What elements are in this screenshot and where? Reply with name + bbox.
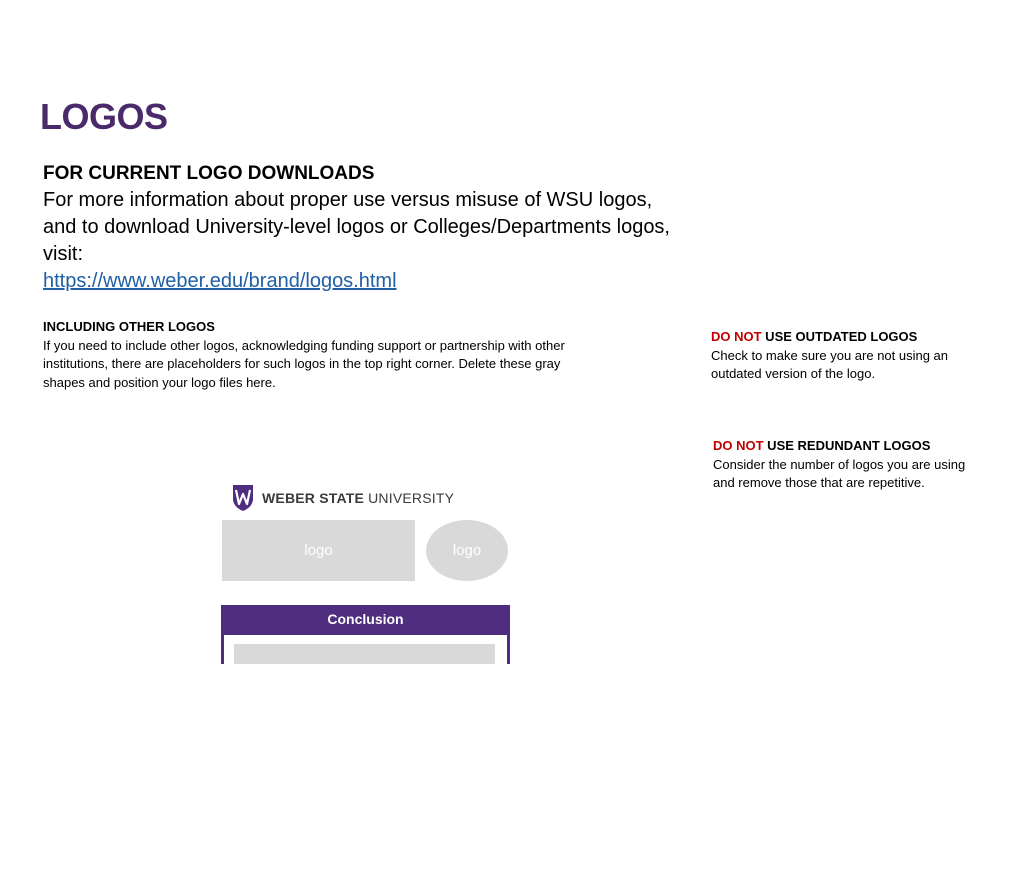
page-title: LOGOS (40, 96, 168, 137)
redundant-warning-label: DO NOT (713, 438, 764, 453)
outdated-logos-note (711, 328, 976, 384)
wsu-shield-icon (232, 484, 254, 512)
outdated-logos-text: Check to make sure you are not using an outdated version of the logo. (711, 347, 949, 381)
outdated-warning-label: DO NOT (711, 329, 762, 344)
redundant-logos-heading (713, 437, 978, 456)
outdated-heading-text: USE OUTDATED LOGOS (761, 329, 918, 344)
brand-logos-link[interactable]: https://www.weber.edu/brand/logos.html (43, 270, 397, 292)
outdated-logos-heading (711, 328, 976, 347)
wsu-wordmark-rest: UNIVERSITY (364, 490, 455, 506)
logo-downloads-heading: FOR CURRENT LOGO DOWNLOADS (43, 163, 375, 184)
conclusion-box (221, 605, 510, 664)
other-logos-heading: INCLUDING OTHER LOGOS (43, 319, 215, 334)
wsu-wordmark (262, 490, 454, 506)
conclusion-title: Conclusion (327, 611, 404, 627)
poster-mockup (220, 478, 520, 664)
conclusion-placeholder (234, 644, 495, 664)
wsu-logo (232, 484, 454, 512)
logo-placeholder-oval: logo (426, 520, 508, 581)
wsu-wordmark-bold: WEBER STATE (262, 490, 365, 506)
other-logos-text: If you need to include other logos, acknowledging funding support or partnership with other institutions, there are placeholders for such logos in the top right corner. Delete these gray shapes and position your logo files here. (43, 337, 565, 390)
redundant-logos-note (713, 437, 978, 493)
redundant-logos-text: Consider the number of logos you are using and remove those that are repetitive. (713, 456, 966, 490)
logo-downloads-text: For more information about proper use versus misuse of WSU logos, and to download University-level logos or Colleges/Departments logos, visit: (43, 189, 670, 265)
conclusion-content (224, 635, 507, 664)
logo-placeholder-rectangle: logo (222, 520, 415, 581)
other-logos-section (43, 318, 603, 392)
redundant-heading-text: USE REDUNDANT LOGOS (763, 438, 931, 453)
logo-downloads-section (43, 161, 683, 295)
